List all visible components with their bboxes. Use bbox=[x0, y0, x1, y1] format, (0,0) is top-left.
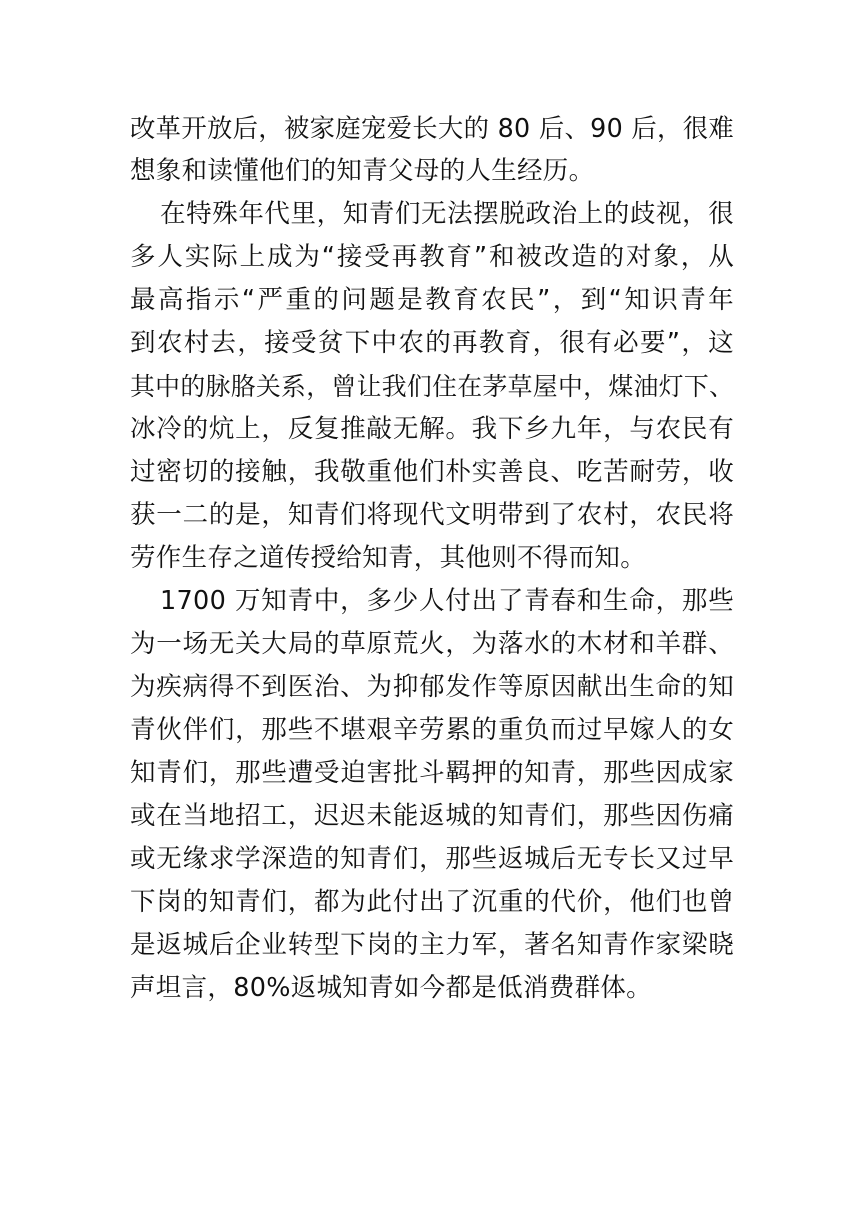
text-line: 在特殊年代里，知青们无法摆脱政治上的歧视，很 bbox=[160, 199, 734, 229]
text-line: 最高指示“严重的问题是教育农民”，到“知识青年 bbox=[130, 285, 734, 315]
text-line: 青伙伴们，那些不堪艰辛劳累的重负而过早嫁人的女 bbox=[130, 715, 734, 745]
text-line: 或在当地招工，迟迟未能返城的知青们，那些因伤痛 bbox=[130, 801, 734, 831]
text-line: 下岗的知青们，都为此付出了沉重的代价，他们也曾 bbox=[130, 887, 734, 917]
text-line: 改革开放后，被家庭宠爱长大的 80 后、90 后，很难 bbox=[130, 113, 735, 143]
text-line: 声坦言，80%返城知青如今都是低消费群体。 bbox=[130, 973, 652, 1003]
text-line: 冰冷的炕上，反复推敲无解。我下乡九年，与农民有 bbox=[130, 414, 734, 444]
text-line: 或无缘求学深造的知青们，那些返城后无专长又过早 bbox=[130, 844, 734, 874]
text-line: 想象和读懂他们的知青父母的人生经历。 bbox=[130, 156, 595, 186]
text-line: 过密切的接触，我敬重他们朴实善良、吃苦耐劳，收 bbox=[130, 457, 734, 487]
body-text bbox=[130, 107, 734, 1010]
text-line: 知青们，那些遭受迫害批斗羁押的知青，那些因成家 bbox=[130, 758, 734, 788]
text-line: 为疾病得不到医治、为抑郁发作等原因献出生命的知 bbox=[130, 672, 734, 702]
paragraph-2 bbox=[130, 193, 734, 580]
text-line: 为一场无关大局的草原荒火，为落水的木材和羊群、 bbox=[130, 629, 734, 659]
paragraph-3 bbox=[130, 580, 734, 1010]
text-line: 其中的脉胳关系，曾让我们住在茅草屋中，煤油灯下、 bbox=[130, 372, 735, 401]
text-line: 劳作生存之道传授给知青，其他则不得而知。 bbox=[130, 543, 647, 573]
text-line: 获一二的是，知青们将现代文明带到了农村，农民将 bbox=[130, 500, 734, 530]
paragraph-1 bbox=[130, 107, 734, 193]
text-line: 1700 万知青中，多少人付出了青春和生命，那些 bbox=[160, 586, 734, 616]
text-line: 是返城后企业转型下岗的主力军，著名知青作家梁晓 bbox=[130, 930, 734, 960]
text-line: 多人实际上成为“接受再教育”和被改造的对象，从 bbox=[130, 242, 734, 272]
text-line: 到农村去，接受贫下中农的再教育，很有必要”，这 bbox=[130, 328, 734, 358]
